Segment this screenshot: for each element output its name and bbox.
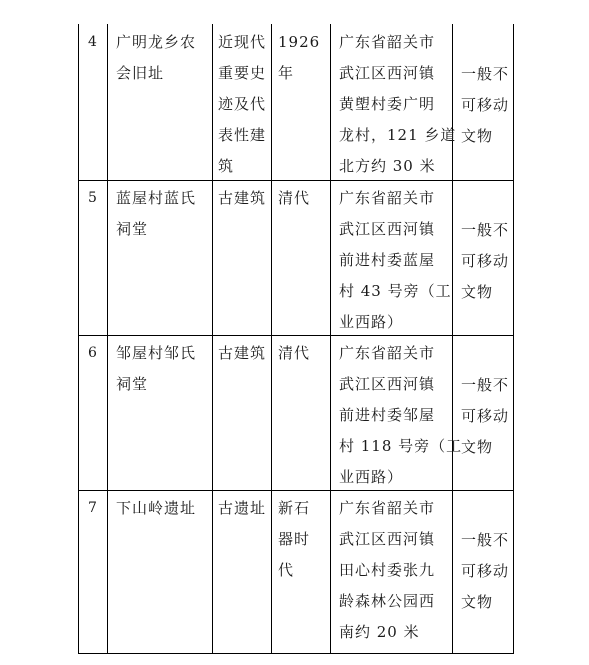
protection-level-line: 文物 [461,127,494,145]
site-address-line: 黄塱村委广明 [339,95,436,113]
site-name-line: 下山岭遗址 [116,499,197,517]
protection-level [461,215,509,308]
protection-level [461,59,509,152]
site-category-line: 近现代 [218,33,267,51]
site-era-line: 新石 [278,499,311,517]
column-border [212,24,213,653]
site-era [278,27,320,89]
row-number [88,338,98,369]
protection-level-line: 一般不 [461,376,510,394]
site-address [339,27,456,182]
protection-level-line: 一般不 [461,65,510,83]
protection-level-line: 可移动 [461,96,510,114]
site-category-line: 筑 [218,157,235,175]
site-category [218,27,266,182]
site-era-line: 年 [278,64,295,82]
site-address-line: 村 118 号旁（工 [339,437,463,455]
protection-level-line: 文物 [461,283,494,301]
column-border [271,24,272,653]
site-address-line: 武江区西河镇 [339,64,436,82]
protection-level-line: 一般不 [461,531,510,549]
protection-level-line: 文物 [461,593,494,611]
site-address-line: 龙村，121 乡道 [339,126,457,144]
row-number-line: 6 [88,345,98,361]
site-category-line: 古建筑 [218,189,267,207]
site-address-line: 广东省韶关市 [339,344,436,362]
row-number-line: 4 [88,34,98,50]
site-category-line: 古遗址 [218,499,267,517]
site-category [218,493,266,524]
site-address-line: 武江区西河镇 [339,375,436,393]
protection-level-line: 可移动 [461,407,510,425]
site-era-line: 1926 [278,33,321,51]
site-name-line: 邹屋村邹氏 [116,344,197,362]
site-address-line: 武江区西河镇 [339,530,436,548]
protection-level-line: 可移动 [461,252,510,270]
column-border [513,24,514,653]
site-category-line: 表性建 [218,126,267,144]
protection-level [461,370,509,463]
site-address-line: 村 43 号旁（工 [339,282,452,300]
column-border [330,24,331,653]
site-category-line: 迹及代 [218,95,267,113]
site-name-line: 蓝屋村蓝氏 [116,189,197,207]
row-number-line: 7 [88,500,98,516]
site-address-line: 南约 20 米 [339,623,420,641]
site-category-line: 古建筑 [218,344,267,362]
site-era-line: 清代 [278,189,311,207]
site-category [218,183,266,214]
site-address-line: 广东省韶关市 [339,33,436,51]
column-border [107,24,108,653]
site-name-line: 会旧址 [116,64,165,82]
row-number-line: 5 [88,190,98,206]
site-address-line: 田心村委张九 [339,561,436,579]
site-era-line: 清代 [278,344,311,362]
site-name-line: 广明龙乡农 [116,33,197,51]
site-era-line: 代 [278,561,295,579]
site-category-line: 重要史 [218,64,267,82]
site-address-line: 广东省韶关市 [339,499,436,517]
column-border [78,24,79,653]
protection-level-line: 一般不 [461,221,510,239]
site-address [339,338,462,493]
site-era [278,493,310,586]
site-era [278,338,310,369]
site-address-line: 业西路） [339,313,404,331]
site-name-line: 祠堂 [116,375,149,393]
site-address-line: 前进村委蓝屋 [339,251,436,269]
site-address-line: 业西路） [339,468,404,486]
site-category [218,338,266,369]
row-border [78,653,514,654]
site-address-line: 北方约 30 米 [339,157,436,175]
site-address-line: 广东省韶关市 [339,189,436,207]
protection-level-line: 可移动 [461,562,510,580]
site-name-line: 祠堂 [116,220,149,238]
site-name [116,338,196,400]
site-name [116,183,196,245]
row-number [88,493,98,524]
protection-level-line: 文物 [461,438,494,456]
site-era-line: 器时 [278,530,311,548]
site-era [278,183,310,214]
site-name [116,27,196,89]
site-address-line: 龄森林公园西 [339,592,436,610]
row-number [88,27,98,58]
protection-level [461,525,509,618]
site-address [339,183,452,338]
site-address-line: 武江区西河镇 [339,220,436,238]
site-address [339,493,435,648]
site-name [116,493,196,524]
row-number [88,183,98,214]
site-address-line: 前进村委邹屋 [339,406,436,424]
